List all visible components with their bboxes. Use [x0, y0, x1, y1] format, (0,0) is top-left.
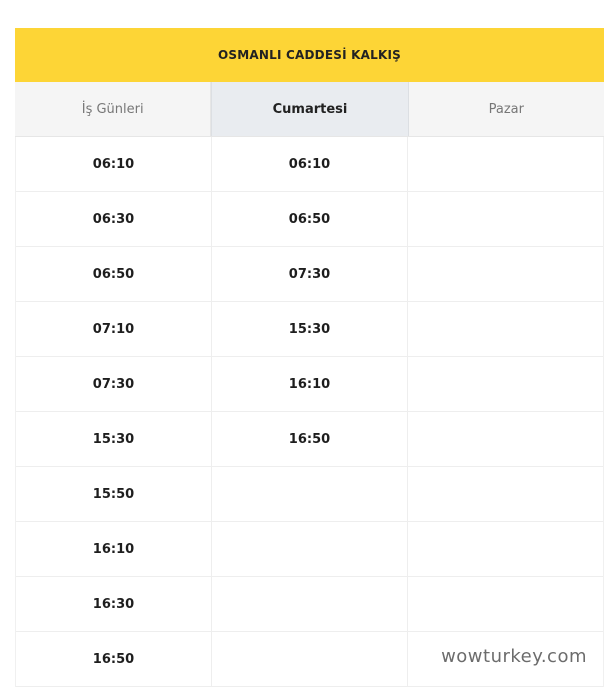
time-cell: [408, 357, 603, 412]
schedule-table: [15, 28, 604, 687]
time-cell: [212, 632, 407, 687]
time-cell: 06:10: [212, 137, 407, 192]
time-cell: 16:10: [212, 357, 407, 412]
weekdays-column: [15, 137, 212, 687]
time-cell: [408, 577, 603, 632]
time-cell: [408, 192, 603, 247]
schedule-header: [15, 28, 604, 82]
time-cell: [212, 467, 407, 522]
times-grid: [15, 137, 604, 687]
time-cell: 06:50: [16, 247, 211, 302]
time-cell: 07:30: [16, 357, 211, 412]
time-cell: [408, 467, 603, 522]
time-cell: 07:10: [16, 302, 211, 357]
schedule-title: OSMANLI CADDESİ KALKIŞ: [218, 48, 401, 62]
time-cell: 06:10: [16, 137, 211, 192]
saturday-column: [212, 137, 408, 687]
sunday-column: [408, 137, 604, 687]
time-cell: 15:50: [16, 467, 211, 522]
time-cell: [408, 247, 603, 302]
watermark: wowturkey.com: [441, 646, 587, 667]
time-cell: 06:50: [212, 192, 407, 247]
time-cell: 16:50: [16, 632, 211, 687]
day-tabs: [15, 82, 604, 137]
time-cell: 16:10: [16, 522, 211, 577]
time-cell: 15:30: [212, 302, 407, 357]
tab-weekdays[interactable]: İş Günleri: [15, 82, 211, 136]
tab-sunday[interactable]: Pazar: [409, 82, 604, 136]
time-cell: 15:30: [16, 412, 211, 467]
time-cell: 16:30: [16, 577, 211, 632]
time-cell: 07:30: [212, 247, 407, 302]
time-cell: [212, 577, 407, 632]
time-cell: [408, 137, 603, 192]
time-cell: [212, 522, 407, 577]
time-cell: [408, 412, 603, 467]
time-cell: 06:30: [16, 192, 211, 247]
time-cell: 16:50: [212, 412, 407, 467]
tab-saturday[interactable]: Cumartesi: [211, 82, 408, 136]
time-cell: [408, 522, 603, 577]
time-cell: [408, 302, 603, 357]
